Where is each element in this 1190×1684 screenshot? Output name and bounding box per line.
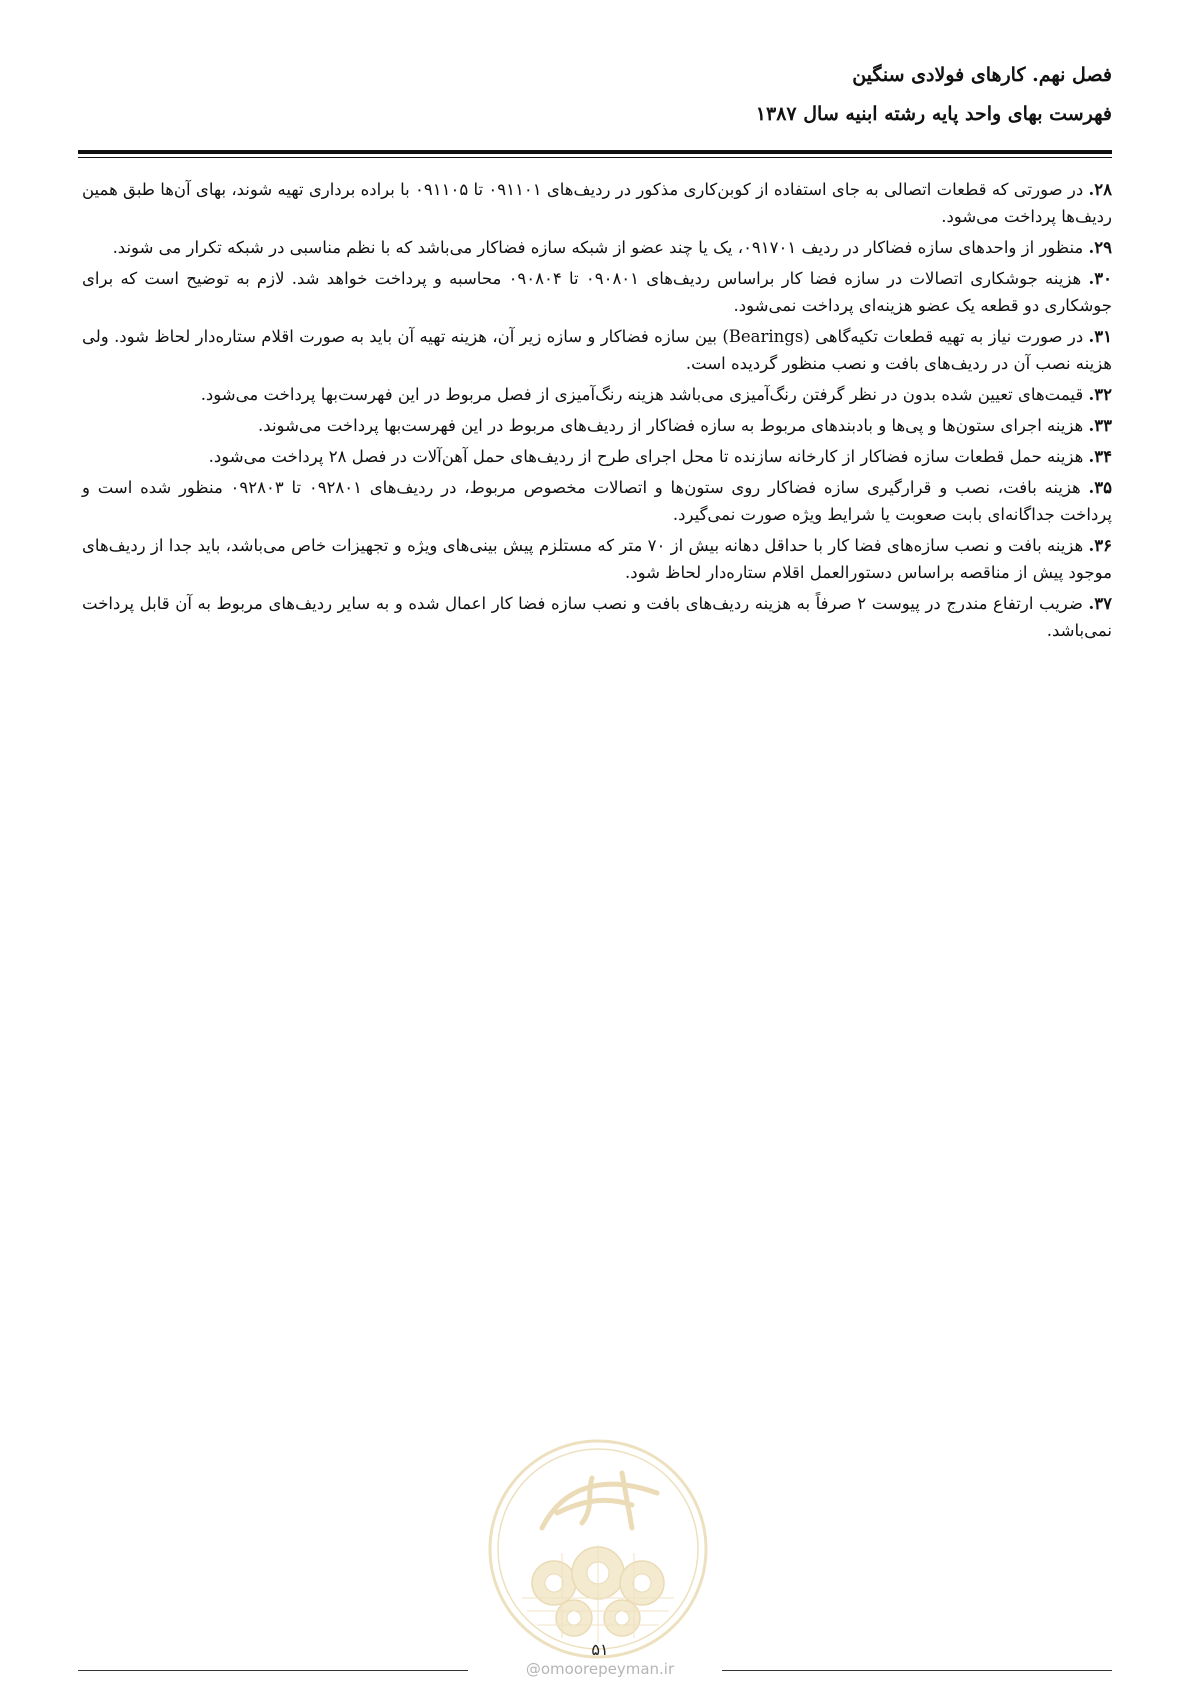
paragraph-34: [82, 443, 1112, 470]
paragraph-number: ۳۱.: [1088, 327, 1112, 346]
header-rule-thick: [78, 150, 1112, 154]
paragraph-number: ۳۷.: [1088, 594, 1113, 613]
paragraph-number: ۳۳.: [1088, 416, 1112, 435]
page-number: ۵۱: [591, 1640, 609, 1659]
paragraph-29: [82, 234, 1112, 261]
paragraph-36: [82, 532, 1112, 586]
footer-rule-right: [722, 1670, 1112, 1671]
paragraph-text: هزینه بافت و نصب سازه‌های فضا کار با حداقل دهانه بیش از ۷۰ متر که مستلزم پیش بینی‌های ویژه و تجهیزات خاص می‌باشد، باید جدا از ردیف‌های موجود پیش از مناقصه براساس دستورالعمل اقلام ستاره‌دار لحاظ شود.: [82, 536, 1112, 582]
paragraph-number: ۲۸.: [1088, 180, 1112, 199]
paragraph-text: در صورت نیاز به تهیه قطعات تکیه‌گاهی (Bearings) بین سازه فضاکار و سازه زیر آن، هزینه تهیه آن باید به صورت اقلام ستاره‌دار لحاظ شود. ولی هزینه نصب آن در ردیف‌های بافت و نصب منظور گردیده است.: [82, 327, 1112, 373]
paragraph-33: [82, 412, 1112, 439]
paragraph-text: منظور از واحدهای سازه فضاکار در ردیف ۰۹۱۷۰۱، یک یا چند عضو از شبکه سازه فضاکار می‌باشد که با نظم مناسبی در شبکه تکرار می شوند.: [112, 238, 1089, 257]
paragraph-35: [82, 474, 1112, 528]
paragraph-text: هزینه حمل قطعات سازه فضاکار از کارخانه سازنده تا محل اجرای طرح از ردیف‌های حمل آهن‌آلات در فصل ۲۸ پرداخت می‌شود.: [208, 447, 1089, 466]
paragraph-32: [82, 381, 1112, 408]
page-header: [78, 62, 1112, 127]
paragraph-text: هزینه بافت، نصب و قرارگیری سازه فضاکار روی ستون‌ها و اتصالات مخصوص مربوط، در ردیف‌های ۰۹۲۸۰۱ تا ۰۹۲۸۰۳ منظور شده است و پرداخت جداگانه‌ای بابت صعوبت یا شرایط ویژه صورت نمی‌گیرد.: [82, 478, 1112, 524]
paragraph-31: [82, 323, 1112, 377]
content-body: [82, 176, 1112, 648]
paragraph-number: ۳۶.: [1088, 536, 1112, 555]
paragraph-text: قیمت‌های تعیین شده بدون در نظر گرفتن رنگ‌آمیزی می‌باشد هزینه رنگ‌آمیزی از فصل مربوط در این فهرست‌بها پرداخت می‌شود.: [200, 385, 1089, 404]
paragraph-text: ضریب ارتفاع مندرج در پیوست ۲ صرفاً به هزینه ردیف‌های بافت و نصب سازه فضا کار اعمال شده و به سایر ردیف‌های مربوط به آن قابل پرداخت نمی‌باشد.: [82, 594, 1112, 640]
paragraph-number: ۳۰.: [1088, 269, 1112, 288]
paragraph-number: ۳۴.: [1088, 447, 1112, 466]
paragraph-number: ۳۵.: [1088, 478, 1112, 497]
website-watermark: @omoorepeyman.ir: [525, 1660, 675, 1678]
document-subtitle: فهرست بهای واحد پایه رشته ابنیه سال ۱۳۸۷: [755, 103, 1112, 125]
paragraph-37: [82, 590, 1112, 644]
header-rule-thin: [78, 157, 1112, 158]
paragraph-28: [82, 176, 1112, 230]
paragraph-number: ۲۹.: [1088, 238, 1112, 257]
paragraph-number: ۳۲.: [1088, 385, 1112, 404]
watermark-logo-icon: [482, 1433, 714, 1665]
paragraph-text: در صورتی که قطعات اتصالی به جای استفاده از کوبن‌کاری مذکور در ردیف‌های ۰۹۱۱۰۱ تا ۰۹۱۱۰۵ با براده برداری تهیه شوند، بهای آن‌ها طبق همین ردیف‌ها پرداخت می‌شود.: [82, 180, 1112, 226]
paragraph-text: هزینه اجرای ستون‌ها و پی‌ها و بادبندهای مربوط به سازه فضاکار از ردیف‌های مربوط در این فهرست‌بها پرداخت می‌شوند.: [258, 416, 1089, 435]
paragraph-30: [82, 265, 1112, 319]
paragraph-text: هزینه جوشکاری اتصالات در سازه فضا کار براساس ردیف‌های ۰۹۰۸۰۱ تا ۰۹۰۸۰۴ محاسبه و پرداخت خواهد شد. لازم به توضیح است که برای جوشکاری دو قطعه یک عضو هزینه‌ای پرداخت نمی‌شود.: [82, 269, 1112, 315]
footer-rule-left: [78, 1670, 468, 1671]
chapter-title: فصل نهم. کارهای فولادی سنگین: [852, 64, 1112, 86]
